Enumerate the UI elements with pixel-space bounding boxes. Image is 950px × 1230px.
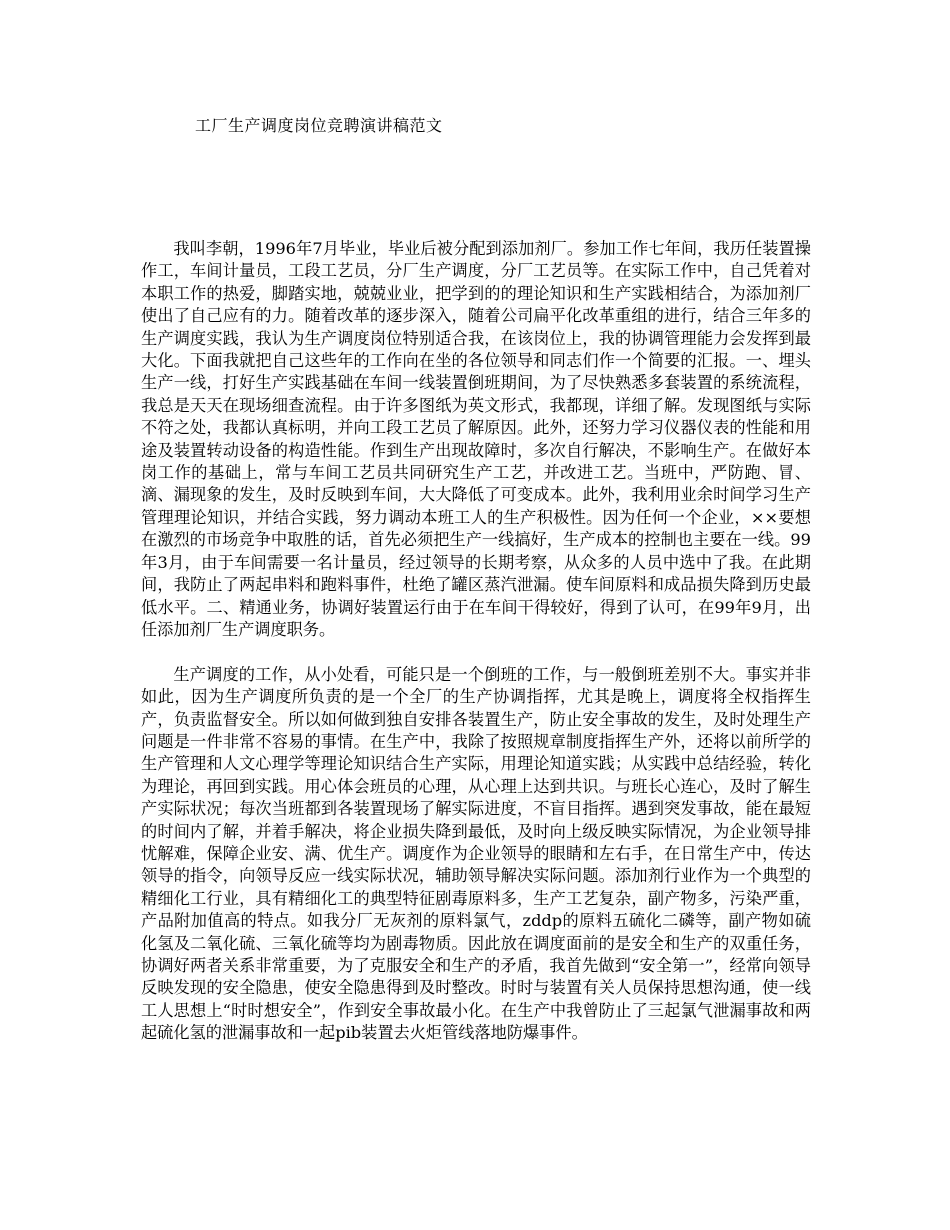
body-paragraph-1: 我叫李朝，1996年7月毕业，毕业后被分配到添加剂厂。参加工作七年间，我历任装置操作工，车间计量员，工段工艺员，分厂生产调度，分厂工艺员等。在实际工作中，自己凭着对本职工作的热爱，脚踏实地，兢兢业业，把学到的的理论知识和生产实践相结合，为添加剂厂使出了自己应有的力。随着改革的逐步深入，随着公司扁平化改革重组的进行，结合三年多的生产调度实践，我认为生产调度岗位特别适合我，在该岗位上，我的协调管理能力会发挥到最大化。下面我就把自己这些年的工作向在坐的各位领导和同志们作一个简要的汇报。一、埋头生产一线，打好生产实践基础在车间一线装置倒班期间，为了尽快熟悉多套装置的系统流程，我总是天天在现场细查流程。由于许多图纸为英文形式，我都现，详细了解。发现图纸与实际不符之处，我都认真标明，并向工段工艺员了解原因。此外，还努力学习仪器仪表的性能和用途及装置转动设备的构造性能。作到生产出现故障时，多次自行解决，不影响生产。在做好本岗工作的基础上，常与车间工艺员共同研究生产工艺，并改进工艺。当班中，严防跑、冒、滴、漏现象的发生，及时反映到车间，大大降低了可变成本。此外，我利用业余时间学习生产管理理论知识，并结合实践，努力调动本班工人的生产积极性。因为任何一个企业，××要想在激烈的市场竞争中取胜的话，首先必须把生产一线搞好，生产成本的控制也主要在一线。99年3月，由于车间需要一名计量员，经过领导的长期考察，从众多的人员中选中了我。在此期间，我防止了两起串料和跑料事件，杜绝了罐区蒸汽泄漏。使车间原料和成品损失降到历史最低水平。二、精通业务，协调好装置运行由于在车间干得较好，得到了认可，在99年9月，出任添加剂厂生产调度职务。 — [141, 239, 811, 639]
document-body — [141, 238, 811, 1045]
document-title: 工厂生产调度岗位竞聘演讲稿范文 — [195, 116, 443, 135]
body-paragraph-2: 生产调度的工作，从小处看，可能只是一个倒班的工作，与一般倒班差别不大。事实并非如此，因为生产调度所负责的是一个全厂的生产协调指挥，尤其是晚上，调度将全权指挥生产，负责监督安全。所以如何做到独自安排各装置生产，防止安全事故的发生，及时处理生产问题是一件非常不容易的事情。在生产中，我除了按照规章制度指挥生产外，还将以前所学的生产管理和人文心理学等理论知识结合生产实际，用理论知道实践；从实践中总结经验，转化为理论，再回到实践。用心体会班员的心理，从心理上达到共识。与班长心连心，及时了解生产实际状况；每次当班都到各装置现场了解实际进度，不盲目指挥。遇到突发事故，能在最短的时间内了解，并着手解决，将企业损失降到最低，及时向上级反映实际情况，为企业领导排忧解难，保障企业安、满、优生产。调度作为企业领导的眼睛和左右手，在日常生产中，传达领导的指令，向领导反应一线实际状况，辅助领导解决实际问题。添加剂行业作为一个典型的精细化工行业，具有精细化工的典型特征剧毒原料多，生产工艺复杂，副产物多，污染严重，产品附加值高的特点。如我分厂无灰剂的原料氯气，zddp的原料五硫化二磷等，副产物如硫化氢及二氧化硫、三氧化硫等均为剧毒物质。因此放在调度面前的是安全和生产的双重任务，协调好两者关系非常重要，为了克服安全和生产的矛盾，我首先做到“安全第一”，经常向领导反映发现的安全隐患，使安全隐患得到及时整改。时时与装置有关人员保持思想沟通，使一线工人思想上“时时想安全”，作到安全事故最小化。在生产中我曾防止了三起氯气泄漏事故和两起硫化氢的泄漏事故和一起pib装置去火炬管线落地防爆事件。 — [141, 664, 811, 1043]
